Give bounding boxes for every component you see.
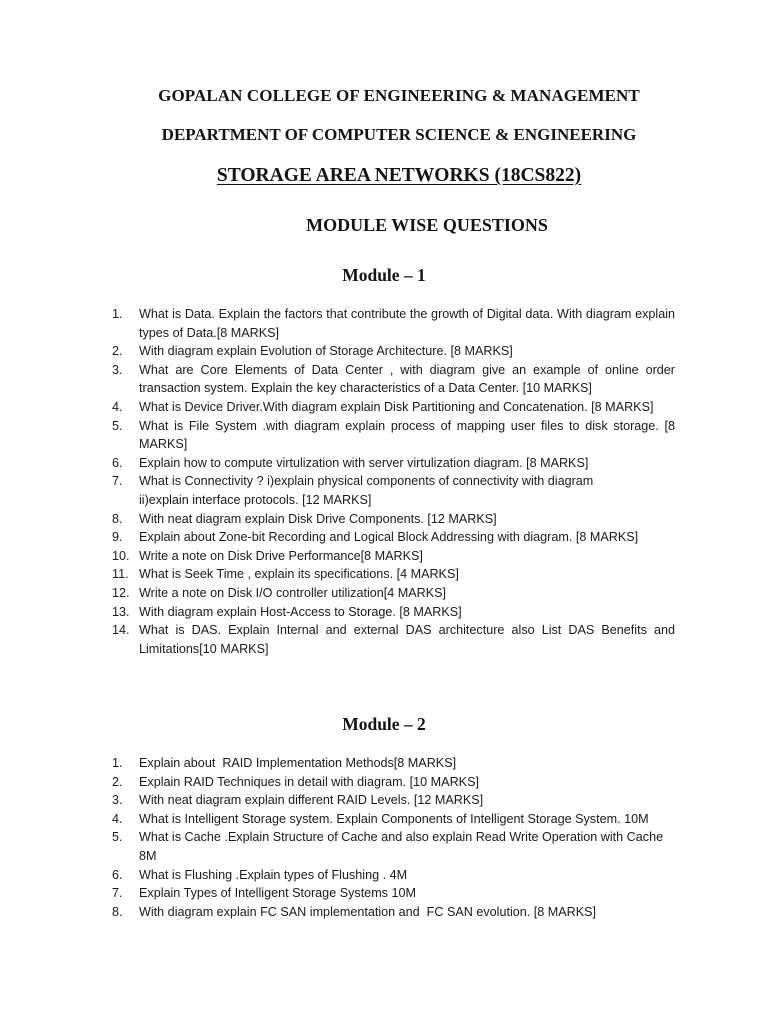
question-text: What is DAS. Explain Internal and external DAS architecture also List DAS Benefits and Limitations[10 MARKS]: [139, 623, 675, 656]
question-number: 1.: [112, 756, 123, 770]
subject-title: STORAGE AREA NETWORKS (18CS822): [216, 165, 582, 186]
question-item: [112, 510, 675, 529]
question-number: 8.: [112, 511, 123, 526]
question-number: 8.: [112, 904, 123, 919]
question-text: With diagram explain FC SAN implementation and FC SAN evolution. [8 MARKS]: [139, 904, 597, 919]
question-number: 6.: [112, 455, 123, 470]
question-item: [112, 603, 675, 622]
question-item: [112, 828, 675, 865]
question-number: 13.: [112, 604, 130, 619]
question-item: [112, 398, 675, 417]
question-text: What is Seek Time , explain its specifications. [4 MARKS]: [139, 567, 459, 582]
question-number: 5.: [112, 830, 123, 845]
question-item: [112, 584, 675, 603]
question-text: What is Data. Explain the factors that contribute the growth of Digital data. With diagram explain types of Data.[8 MARKS]: [139, 307, 675, 340]
question-number: 4.: [112, 399, 123, 414]
question-item: [112, 528, 675, 547]
module-1-heading: Module – 1: [342, 265, 426, 285]
question-number: 4.: [112, 811, 123, 826]
question-item: [112, 417, 675, 454]
question-text: With diagram explain Host-Access to Storage. [8 MARKS]: [139, 604, 462, 619]
question-item: [112, 621, 675, 658]
question-item: [112, 454, 675, 473]
department-name: DEPARTMENT OF COMPUTER SCIENCE & ENGINEERING: [161, 125, 637, 144]
question-item: [112, 361, 675, 398]
question-number: 14.: [112, 623, 130, 638]
question-item: [112, 342, 675, 361]
question-item: [112, 754, 675, 773]
question-text: Explain about Zone-bit Recording and Logical Block Addressing with diagram. [8 MARKS]: [139, 530, 639, 545]
question-number: 7.: [112, 474, 123, 489]
question-text: Explain RAID Techniques in detail with diagram. [10 MARKS]: [139, 774, 479, 789]
question-text: Explain about RAID Implementation Methods[8 MARKS]: [139, 756, 457, 770]
question-item: [112, 810, 675, 829]
question-text: What is Flushing .Explain types of Flushing . 4M: [139, 867, 408, 882]
question-number: 2.: [112, 344, 123, 359]
question-item: [112, 565, 675, 584]
section-title: MODULE WISE QUESTIONS: [306, 215, 548, 235]
question-text: What is File System .with diagram explain process of mapping user files to disk storage. [8 MARKS]: [139, 418, 675, 452]
question-number: 11.: [112, 567, 129, 582]
question-text: With neat diagram explain Disk Drive Components. [12 MARKS]: [139, 511, 497, 526]
question-item: [112, 547, 675, 566]
question-text: What is Connectivity ? i)explain physical components of connectivity with diagram ii)explain interface protocols. [12 MARKS]: [139, 474, 594, 507]
question-text: What is Cache .Explain Structure of Cache and also explain Read Write Operation with Cache 8M: [139, 830, 664, 863]
question-number: 5.: [112, 418, 123, 433]
question-item: [112, 773, 675, 792]
question-text: What are Core Elements of Data Center , with diagram give an example of online order transaction system. Explain the key characteristics of a Data Center. [10 MARKS]: [139, 362, 675, 396]
question-text: What is Intelligent Storage system. Explain Components of Intelligent Storage System. 10M: [139, 811, 649, 826]
question-text: Explain Types of Intelligent Storage Systems 10M: [139, 886, 416, 901]
question-text: What is Device Driver.With diagram explain Disk Partitioning and Concatenation. [8 MARKS]: [139, 399, 654, 414]
question-text: With neat diagram explain different RAID Levels. [12 MARKS]: [139, 793, 484, 808]
question-number: 3.: [112, 793, 123, 808]
module-2-question-list: [112, 754, 675, 921]
question-item: [112, 472, 675, 509]
question-number: 12.: [112, 585, 130, 600]
question-item: [112, 866, 675, 885]
question-number: 2.: [112, 774, 123, 789]
question-item: [112, 884, 675, 903]
question-text: With diagram explain Evolution of Storage Architecture. [8 MARKS]: [139, 344, 513, 359]
college-name: GOPALAN COLLEGE OF ENGINEERING & MANAGEMENT: [158, 86, 640, 105]
question-number: 7.: [112, 886, 123, 901]
question-item: [112, 791, 675, 810]
question-number: 6.: [112, 867, 123, 882]
question-number: 1.: [112, 307, 123, 321]
question-number: 3.: [112, 362, 123, 377]
question-number: 10.: [112, 548, 130, 563]
question-text: Explain how to compute virtulization with server virtulization diagram. [8 MARKS]: [139, 455, 589, 470]
question-number: 9.: [112, 530, 123, 545]
question-item: [112, 903, 675, 922]
question-item: [112, 305, 675, 342]
question-text: Write a note on Disk I/O controller utilization[4 MARKS]: [139, 585, 447, 600]
module-1-question-list: [112, 305, 675, 658]
module-2-heading: Module – 2: [342, 714, 426, 734]
question-text: Write a note on Disk Drive Performance[8 MARKS]: [139, 548, 423, 563]
